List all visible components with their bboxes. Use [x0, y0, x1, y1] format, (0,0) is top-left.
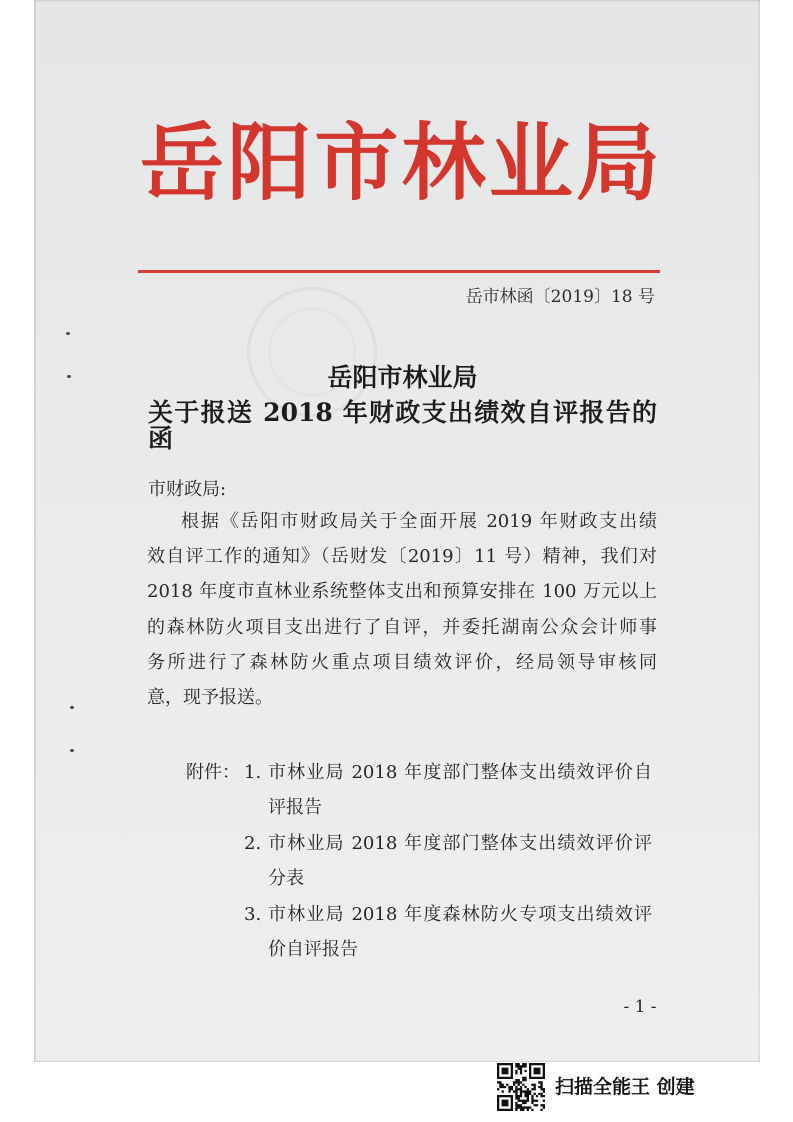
punch-mark [70, 749, 74, 752]
attachment-line: 分表 [268, 868, 304, 890]
attachment-line: 市林业局 2018 年度森林防火专项支出绩效评 [268, 903, 652, 925]
body-line: 根据《岳阳市财政局关于全面开展 2019 年财政支出绩 [181, 511, 657, 532]
attachment-item [244, 755, 652, 826]
letter-heading-subject: 关于报送 2018 年财政支出绩效自评报告的函 [148, 398, 657, 453]
salutation: 市财政局: [148, 479, 227, 500]
scanned-page [34, 0, 760, 1062]
attachment-item [244, 897, 652, 968]
attachment-number: 2. [244, 832, 262, 854]
body-line: 效自评工作的通知》（岳财发〔2019〕11 号）精神，我们对 [147, 546, 657, 568]
body-line: 的森林防火项目支出进行了自评，并委托湖南公众会计师事 [147, 616, 657, 638]
punch-mark [70, 706, 74, 709]
letterhead-title: 岳阳市林业局 [140, 113, 660, 212]
qr-code [497, 1063, 545, 1111]
attachment-line: 市林业局 2018 年度部门整体支出绩效评价评 [268, 832, 652, 854]
body-line: 务所进行了森林防火重点项目绩效评价，经局领导审核同 [147, 651, 657, 673]
letter-heading-issuer: 岳阳市林业局 [327, 363, 478, 392]
attachment-line: 市林业局 2018 年度部门整体支出绩效评价自 [268, 762, 652, 783]
attachment-item [244, 826, 652, 897]
attachment-number: 1. [244, 762, 262, 783]
attachment-number: 3. [244, 903, 262, 925]
punch-mark [67, 375, 71, 378]
punch-mark [66, 332, 70, 335]
attachment-line: 评报告 [268, 797, 322, 819]
attachments-list [186, 755, 652, 967]
scanner-app-watermark: 扫描全能王 创建 [555, 1076, 695, 1098]
attachments-label: 附件： [186, 762, 240, 783]
body-paragraph [147, 504, 657, 715]
page-number: - 1 - [623, 997, 657, 1017]
letterhead-red-rule [138, 270, 660, 273]
document-number: 岳市林函〔2019〕18 号 [465, 287, 655, 307]
attachment-line: 价自评报告 [268, 938, 358, 960]
body-line: 2018 年度市直林业系统整体支出和预算安排在 100 万元以上 [147, 581, 657, 603]
body-line: 意，现予报送。 [147, 686, 273, 708]
